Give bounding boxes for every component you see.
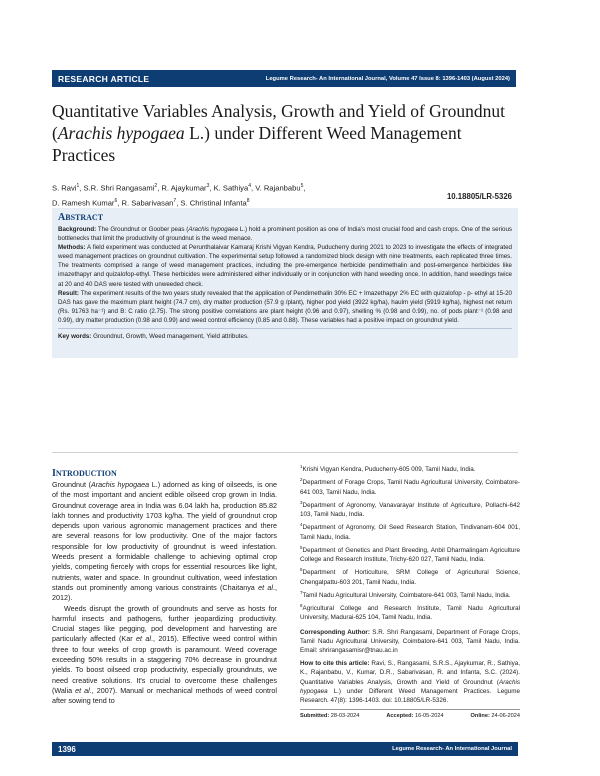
title-species: Arachis hypogaea xyxy=(57,123,185,143)
author-name: R. Sabarivasan xyxy=(121,198,174,208)
abstract-heading: ABSTRACT xyxy=(58,212,104,223)
introduction-heading: INTRODUCTION xyxy=(52,468,117,479)
corresponding-author: Corresponding Author: S.R. Shri Rangasami, Department of Forage Crops, Tamil Nadu Agricultural University, Coimbatore-641 003, Tamil Nadu, India. Email: shrirangasamisr@tnau.ac.in xyxy=(300,628,520,654)
accepted-date: Accepted: 16-05-2024 xyxy=(386,713,444,720)
online-date: Online: 24-06-2024 xyxy=(470,713,520,720)
author-name: R. Ajaykumar xyxy=(161,183,207,193)
affiliation: $^8$Agricultural College and Research Institute, Tamil Nadu Agricultural University, Madurai-625 104, Tamil Nadu, India. xyxy=(300,603,520,622)
author-name: S. Ravi xyxy=(52,183,77,193)
journal-info: Legume Research- An International Journal, Volume 47 Issue 8: 1396-1403 (August 2024) xyxy=(265,75,510,82)
affiliation: $^7$Tamil Nadu Agricultural University, Coimbatore-641 003, Tamil Nadu, India. xyxy=(300,589,511,599)
abstract-background: Background: The Groundnut or Goober peas (Arachis hypogaea L.) hold a prominent position as one of India's most crucial food and cash crops. One of the serious bottlenecks that limit the productivity of groundnut is the weed menace. xyxy=(58,226,512,243)
title-line-2: L.) under Different Weed Management xyxy=(184,123,462,143)
section-label: RESEARCH ARTICLE xyxy=(58,73,150,84)
page-number: 1396 xyxy=(58,744,76,754)
affiliation: $^5$Department of Genetics and Plant Breeding, Anbil Dharmalingam Agriculture College and Research Institute, Trichy-620 027, Tamil Nadu, India. xyxy=(300,544,520,564)
affiliation: $^2$Department of Forage Crops, Tamil Nadu Agricultural University, Coimbatore-641 003, Tamil Nadu, India. xyxy=(300,477,520,496)
affiliations-column xyxy=(300,462,520,719)
title-line-1: Quantitative Variables Analysis, Growth and Yield of Groundnut xyxy=(52,101,505,121)
author-list: S. Ravi$^1$, S.R. Shri Rangasami$^2$, R. Ajaykumar$^3$, K. Sathiya$^4$, V. Rajanbabu$^5$, D. Ramesh Kumar$^6$, R. Sabarivasan$^7$, S. Christinal Infanta$^8$ xyxy=(52,183,306,208)
footer-journal: Legume Research- An International Journal xyxy=(392,746,512,752)
author-name: S.R. Shri Rangasami xyxy=(83,183,155,193)
article-title xyxy=(52,100,522,166)
author-sup: 8 xyxy=(246,197,250,204)
abstract-result: Result: The experiment results of the two years study revealed that the application of Pendimethalin 30% EC + Imazethapyr 2% EC with quizalofop - p- ethyl at 15-20 DAS has gave the maximum plant height (74.7 cm), dry matter production (57.9 g /plant), higher pod yield (3922 kg/ha), haulm yield (5919 kg/ha), highest net return (Rs. 91763 ha⁻¹) and B: C ratio (2.75). The strong positive correlations are plant height (0.96 and 0.97), shelling % (0.98 and 0.99), no. of pods plant⁻¹ (0.98 and 0.99), dry matter production (0.98 and 0.99) and weed control efficiency (0.85 and 0.88). These variables had a positive impact on groundnut yield. xyxy=(58,289,512,324)
affiliation: $^4$Department of Agronomy, Oil Seed Research Station, Tindivanam-604 001, Tamil Nadu, India. xyxy=(300,522,520,541)
author-name: V. Rajanbabu xyxy=(255,183,301,193)
introduction-column xyxy=(52,480,277,707)
page-footer xyxy=(52,742,518,756)
author-sup: 2 xyxy=(154,183,158,189)
author-sup: 1 xyxy=(76,183,80,189)
article-header-bar xyxy=(52,70,516,87)
author-sup: 5 xyxy=(300,183,304,189)
author-name: S. Christinal Infanta xyxy=(180,198,247,208)
author-sup: 4 xyxy=(248,183,251,189)
doi-label[interactable]: 10.18805/LR-5326 xyxy=(446,192,512,201)
submitted-date: Submitted: 28-03-2024 xyxy=(300,713,360,720)
intro-paragraph-2: Weeds disrupt the growth of groundnuts and serve as hosts for harmful insects and pathogens, further jeopardizing productivity. Crucial stages like pegging, pod development and harvesting are particularly affected (Kar et al., 2015). Effective weed control within three to four weeks of crop growth is paramount. Weed coverage exceeding 50% results in a staggering 70% decrease in groundnut yields. To boost oilseed crop productivity, especially groundnuts, we need creative solutions. It's crucial to overcome these challenges (Walia et al., 2007). Manual or mechanical methods of weed control after sowing tend to xyxy=(52,603,277,706)
author-sup: 3 xyxy=(206,183,210,189)
article-dates xyxy=(300,709,520,719)
title-line-3: Practices xyxy=(52,145,116,165)
section-divider xyxy=(52,452,518,453)
affiliation: $^1$Krishi Vigyan Kendra, Puducherry-605 009, Tamil Nadu, India. xyxy=(300,464,476,474)
keywords: Key words: Groundnut, Growth, Weed management, Yield attributes. xyxy=(58,328,512,341)
abstract-box xyxy=(52,208,518,358)
author-name: K. Sathiya xyxy=(213,183,249,193)
affiliation: $^6$Department of Horticulture, SRM College of Agricultural Science, Chengalpattu-603 201, Tamil Nadu, India. xyxy=(300,567,520,586)
author-name: D. Ramesh Kumar xyxy=(52,198,115,208)
author-sup: 7 xyxy=(173,197,177,204)
how-to-cite: How to cite this article: Ravi, S., Rangasami, S.R.S., Ajaykumar, R., Sathiya, K., Rajanbabu, V., Kumar, D.R., Sabarivasan, R. and Infanta, S.C. (2024). Quantitative Variables Analysis, Growth and Yield of Groundnut (Arachis hypogaea L.) under Different Weed Management Practices. Legume Research. 47(8): 1396-1403. doi: 10.18805/LR-5326. xyxy=(300,660,520,705)
title-paren: ( xyxy=(52,123,58,143)
author-sup: 6 xyxy=(114,197,118,204)
intro-paragraph-1: Groundnut (Arachis hypogaea L.) adorned as king of oilseeds, is one of the most important and ancient edible oilseed crop grown in India. Groundnut coverage area in India was 6.04 lakh ha, production 85.82 lakh tonnes and productivity 1703 kg/ha. The yield of groundnut crop depends upon various agronomic management practices and there are several reasons for low productivity. One of the major factors responsible for low productivity of groundnut is weed infestation. Weeds present a formidable challenge to achieving optimal crop yields, competing fiercely with crops for essential resources like light, nutrients, water and space. In groundnut cultivation, weed infestation stands out prominently among various constraints (Chaitanya et al., 2012). xyxy=(52,480,278,603)
abstract-methods: Methods: A field experiment was conducted at Perunthalaivar Kamaraj Krishi Vigyan Kendra, Puducherry during 2021 to 2023 to investigate the effects of integrated weed management practices on groundnut cultivation. The experimental setup followed a randomized block design with nine treatments, each replicated three times. The treatments comprised a range of weed management practices, including the pre-emergence herbicide pendimethalin and post-emergence herbicides like imazethapyr and quizalofop-ethyl. These herbicides were administered either individually or in conjunction with hand weeding once. In addition, hand weedings twice at 20 and 40 DAS were tested with unweeded check. xyxy=(58,244,512,288)
affiliation: $^3$Department of Agronomy, Vanavarayar Institute of Agriculture, Pollachi-642 103, Tamil Nadu, India. xyxy=(300,499,520,519)
